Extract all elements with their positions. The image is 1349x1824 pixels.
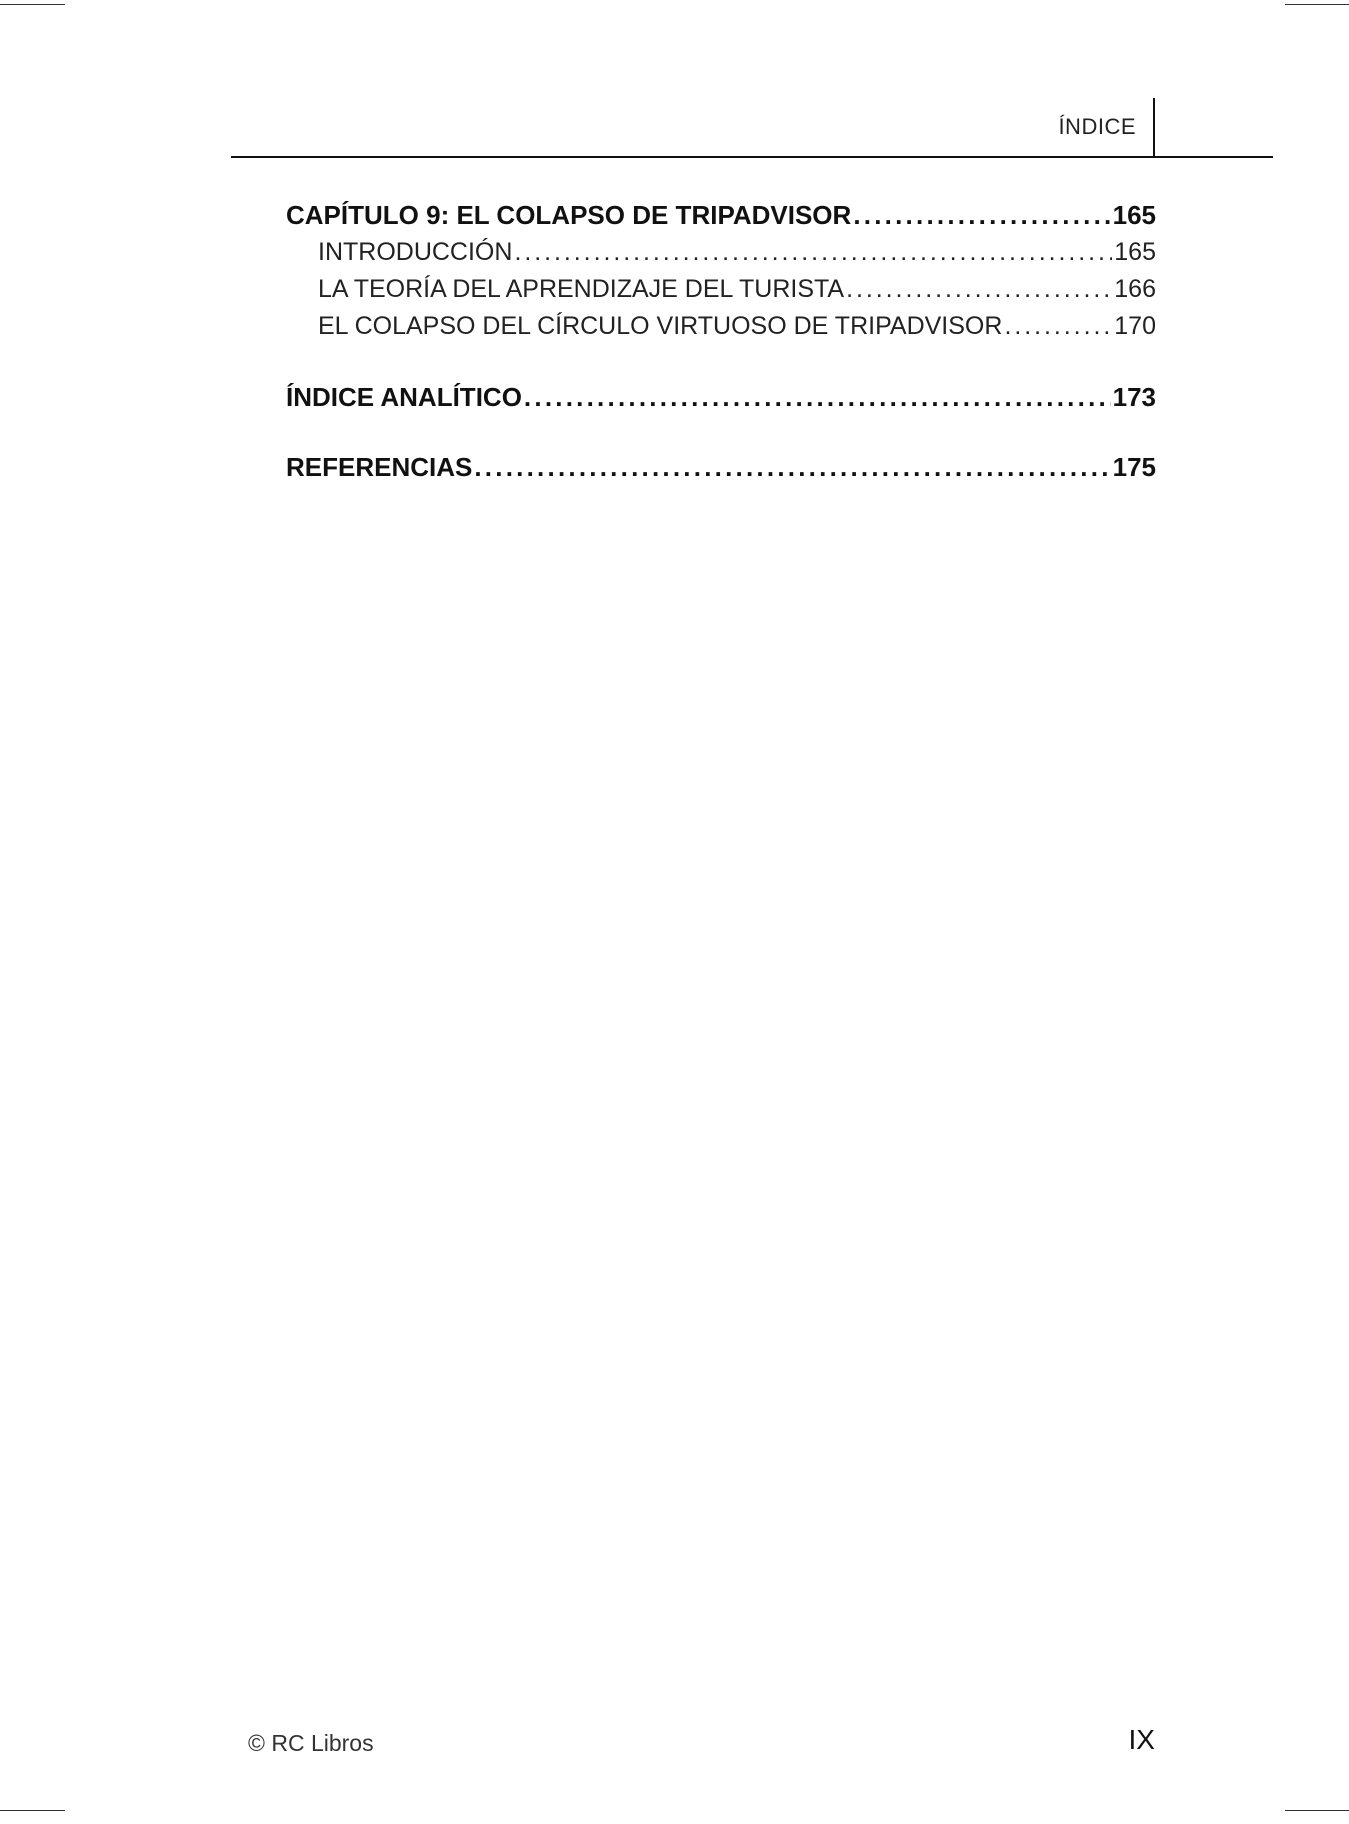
toc-entry-page: 165 [1114, 238, 1156, 266]
toc-dot-leader [474, 448, 1110, 486]
toc-entry-page: 165 [1112, 200, 1156, 230]
toc-entry-referencias[interactable] [286, 448, 1156, 486]
toc-entry-title: LA TEORÍA DEL APRENDIZAJE DEL TURISTA [318, 275, 845, 303]
toc-entry-page: 175 [1112, 452, 1156, 482]
toc-entry-chapter-9[interactable] [286, 196, 1156, 234]
crop-mark-bottom-left [0, 1810, 65, 1811]
toc-dot-leader [1004, 308, 1112, 345]
header-vertical-rule [1153, 98, 1155, 157]
toc-entry-title: ÍNDICE ANALÍTICO [286, 382, 522, 412]
toc-dot-leader [853, 196, 1110, 234]
crop-mark-bottom-right [1285, 1810, 1349, 1811]
toc-entry-page: 170 [1114, 312, 1156, 340]
footer-page-number: IX [1128, 1724, 1155, 1755]
toc-entry-title: INTRODUCCIÓN [318, 238, 513, 266]
toc-entry-title: EL COLAPSO DEL CÍRCULO VIRTUOSO DE TRIPADVISOR [318, 312, 1003, 340]
running-header-label: ÍNDICE [1058, 114, 1136, 139]
toc-entry-colapso-circulo[interactable] [286, 308, 1156, 345]
footer-copyright: © RC Libros [248, 1730, 374, 1756]
toc-entry-indice-analitico[interactable] [286, 378, 1156, 416]
crop-mark-top-left [0, 4, 65, 5]
header-horizontal-rule [231, 156, 1273, 158]
toc-dot-leader [524, 378, 1111, 416]
toc-entry-title: REFERENCIAS [286, 452, 473, 482]
toc-entry-page: 166 [1114, 275, 1156, 303]
toc-entry-teoria-aprendizaje[interactable] [286, 271, 1156, 308]
crop-mark-top-right [1285, 4, 1349, 5]
toc-entry-title: CAPÍTULO 9: EL COLAPSO DE TRIPADVISOR [286, 200, 852, 230]
toc-entry-page: 173 [1112, 382, 1156, 412]
toc-dot-leader [514, 234, 1112, 271]
toc-entry-introduccion[interactable] [286, 234, 1156, 271]
toc-dot-leader [846, 271, 1112, 308]
table-of-contents [286, 196, 1156, 486]
